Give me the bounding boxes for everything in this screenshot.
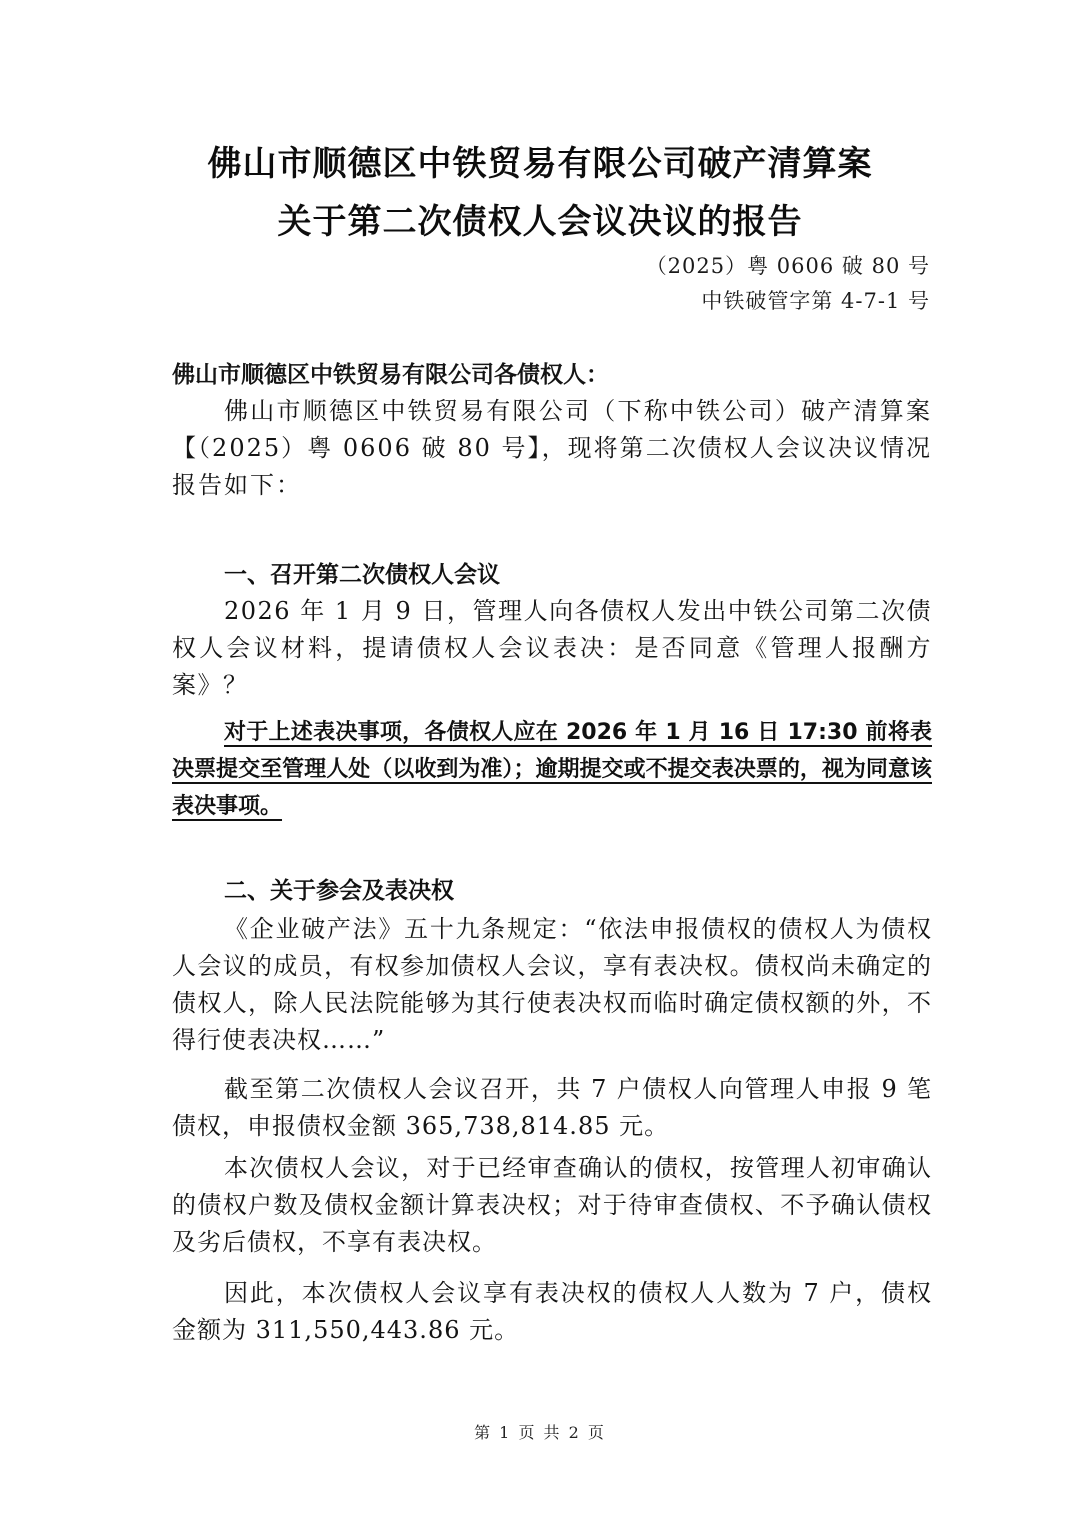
voting-deadline-notice	[172, 714, 932, 825]
document-number: 中铁破管字第 4-7-1 号	[701, 289, 930, 313]
salutation: 佛山市顺德区中铁贸易有限公司各债权人：	[172, 362, 609, 388]
section-2-heading: 二、关于参会及表决权	[224, 878, 454, 904]
section-1-paragraph: 2026 年 1 月 9 日，管理人向各债权人发出中铁公司第二次债权人会议材料，提请债权人会议表决：是否同意《管理人报酬方案》？	[172, 597, 932, 699]
intro-paragraph: 佛山市顺德区中铁贸易有限公司（下称中铁公司）破产清算案【（2025）粤 0606 破 80 号】，现将第二次债权人会议决议情况报告如下：	[172, 397, 932, 499]
case-number: （2025）粤 0606 破 80 号	[645, 254, 930, 278]
document-title-line1: 佛山市顺德区中铁贸易有限公司破产清算案	[207, 144, 873, 184]
claims-statistics-paragraph: 截至第二次债权人会议召开，共 7 户债权人向管理人申报 9 笔债权，申报债权金额 365,738,814.85 元。	[172, 1075, 932, 1140]
voting-deadline-notice-text: 对于上述表决事项，各债权人应在 2026 年 1 月 16 日 17:30 前将表决票提交至管理人处（以收到为准）；逾期提交或不提交表决票的，视为同意该表决事项。	[172, 720, 932, 819]
page-indicator: 第 1 页 共 2 页	[474, 1423, 606, 1442]
document-title-line2: 关于第二次债权人会议决议的报告	[277, 202, 803, 242]
voting-rule-paragraph: 本次债权人会议，对于已经审查确认的债权，按管理人初审确认的债权户数及债权金额计算表决权；对于待审查债权、不予确认债权及劣后债权，不享有表决权。	[172, 1154, 932, 1256]
law-quote-paragraph: 《企业破产法》五十九条规定：“依法申报债权的债权人为债权人会议的成员，有权参加债权人会议，享有表决权。债权尚未确定的债权人，除人民法院能够为其行使表决权而临时确定债权额的外，不得行使表决权……”	[172, 915, 932, 1054]
section-1-heading: 一、召开第二次债权人会议	[224, 562, 500, 588]
conclusion-paragraph: 因此，本次债权人会议享有表决权的债权人人数为 7 户，债权金额为 311,550,443.86 元。	[172, 1279, 932, 1344]
